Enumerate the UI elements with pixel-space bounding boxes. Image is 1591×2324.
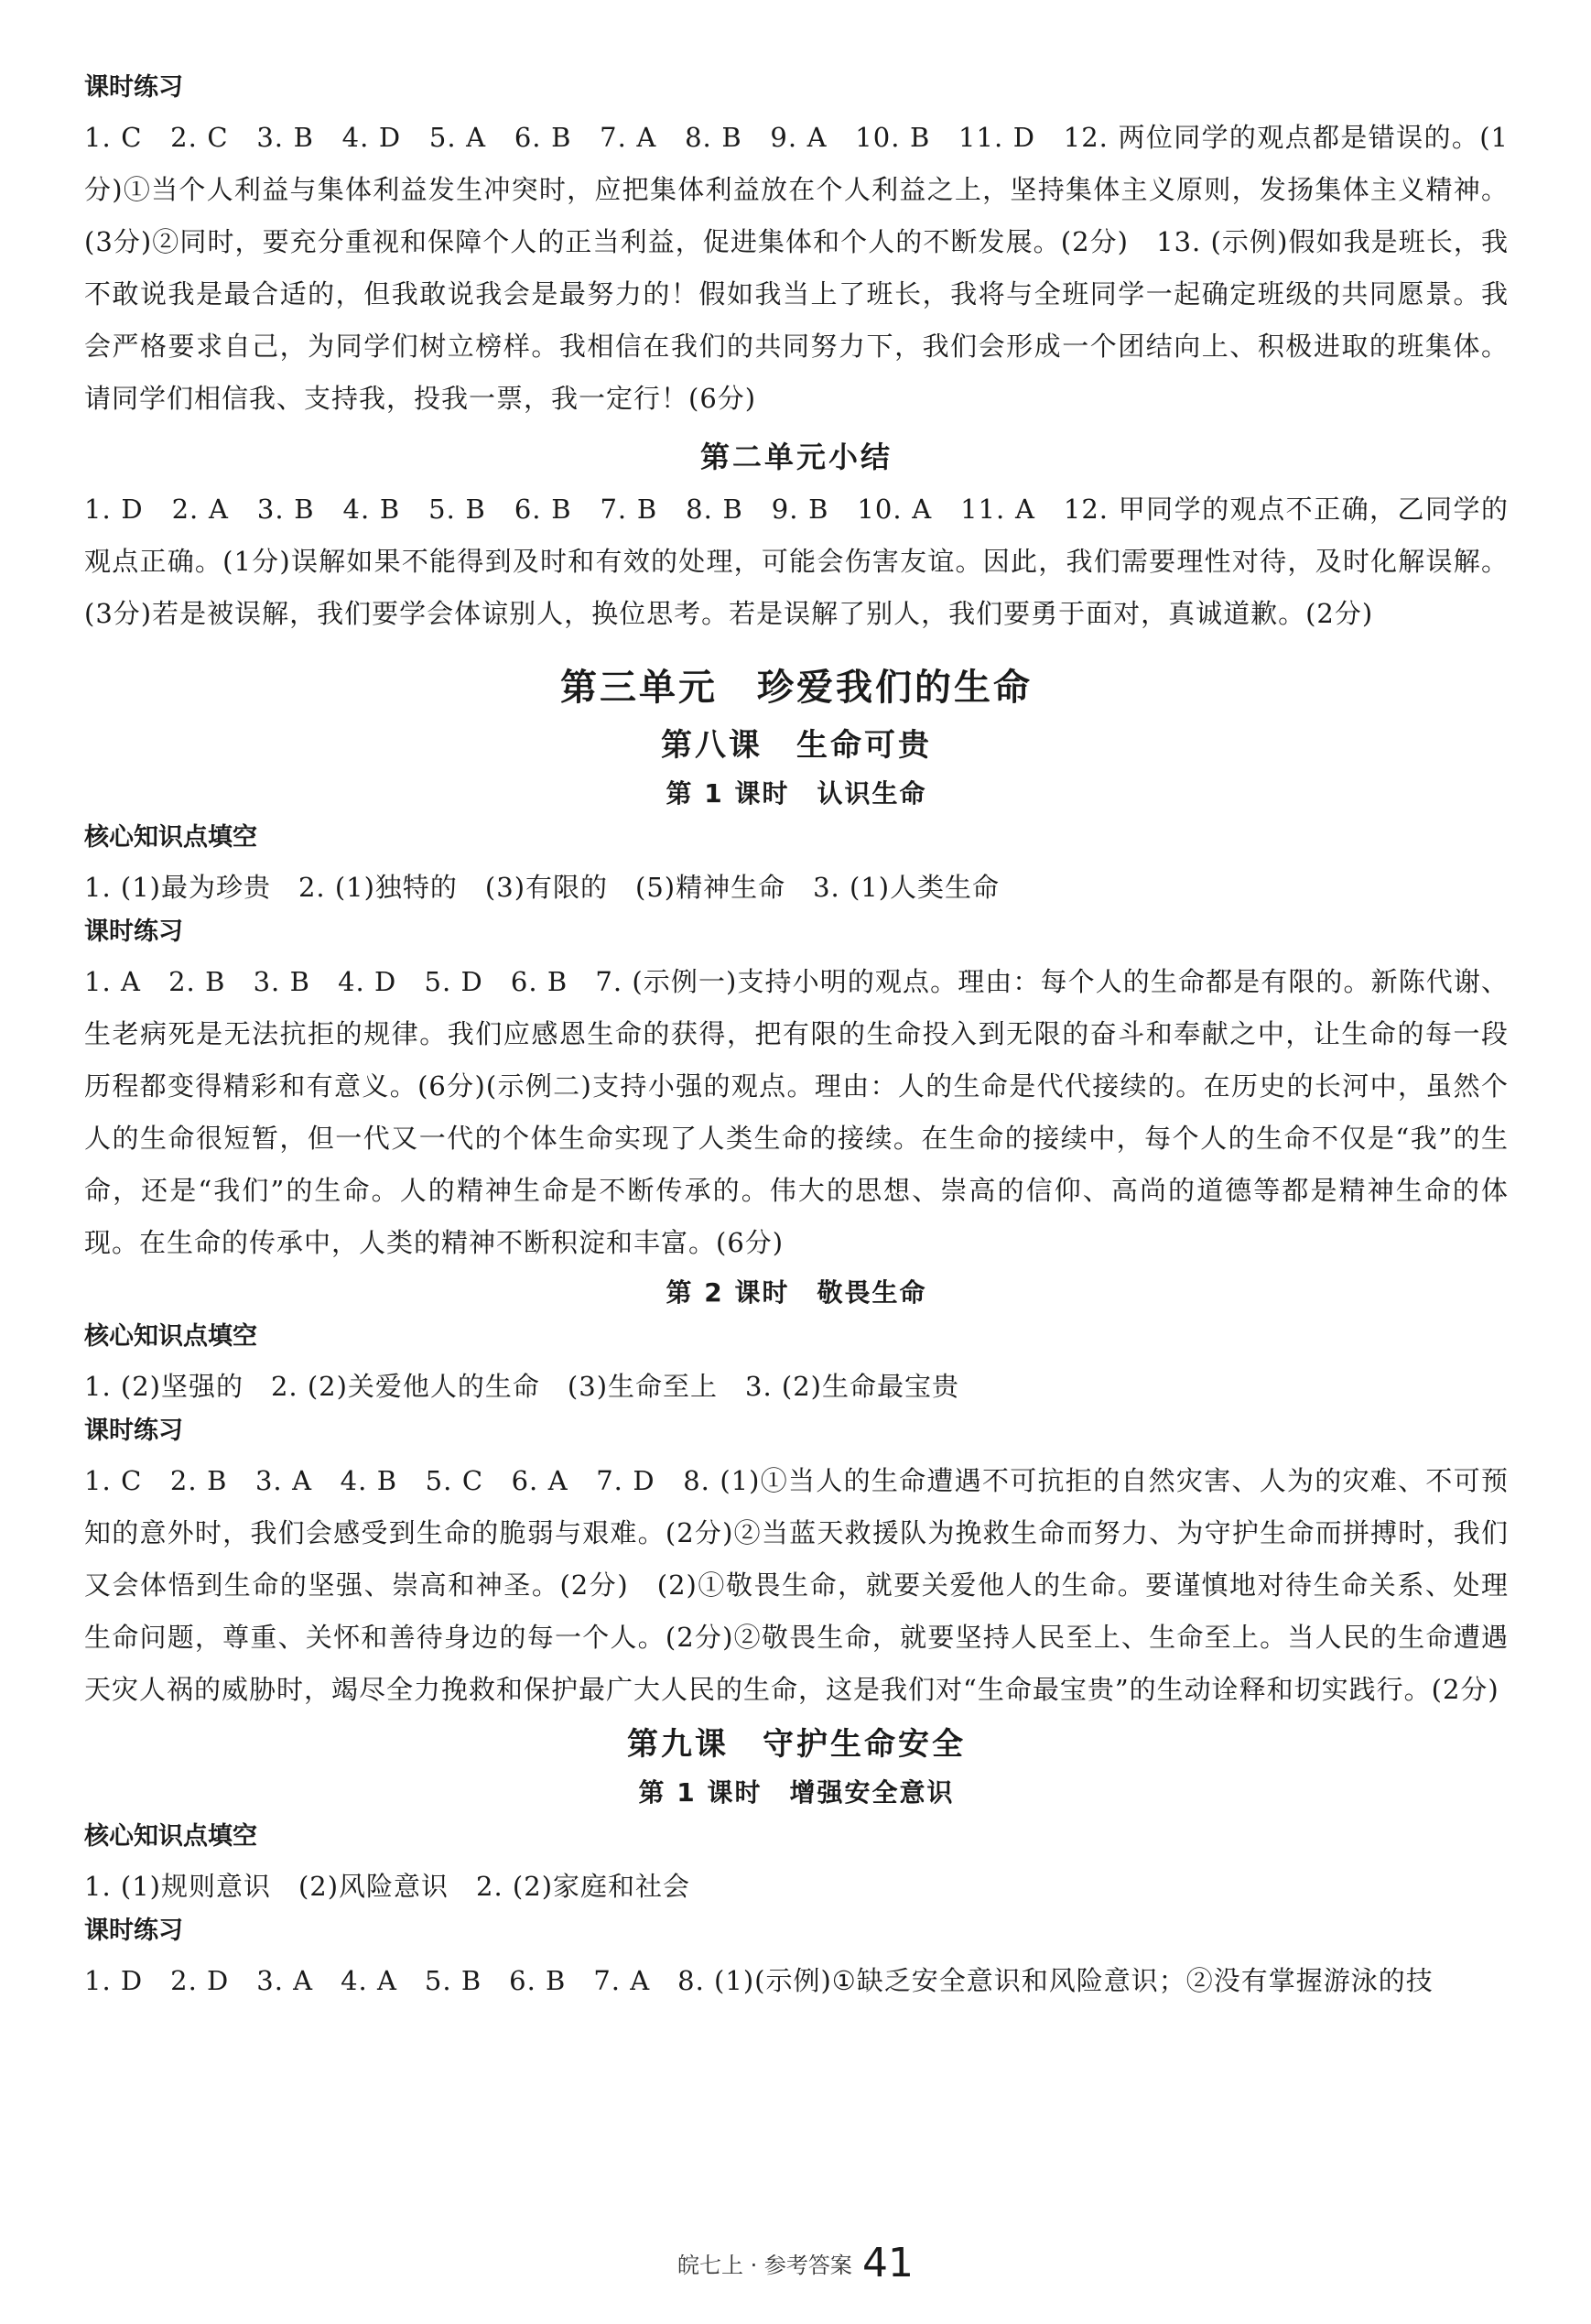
section-label: 核心知识点填空 [84,1822,257,1851]
answer-paragraph: 1. D 2. D 3. A 4. A 5. B 6. B 7. A 8. (1)(示例)①缺乏安全意识和风险意识；②没有掌握游泳的技 [84,1965,1434,1996]
section-label: 核心知识点填空 [84,823,257,852]
answer-paragraph: 1. A 2. B 3. B 4. D 5. D 6. B 7. (示例一)支持小明的观点。理由：每个人的生命都是有限的。新陈代谢、生老病死是无法抗拒的规律。我们应感恩生命的获得，把有限的生命投入到无限的奋斗和奉献之中，让生命的每一段历程都变得精彩和有意义。(6分)(示例二)支持小强的观点。理由：人的生命是代代接续的。在历史的长河中，虽然个人的生命很短暂，但一代又一代的个体生命实现了人类生命的接续。在生命的接续中，每个人的生命不仅是“我”的生命，还是“我们”的生命。人的精神生命是不断传承的。伟大的思想、崇高的信仰、高尚的道德等都是精神生命的体现。在生命的传承中，人类的精神不断积淀和丰富。(6分) [84,966,1509,1258]
section-label: 课时练习 [84,73,183,102]
section-label: 课时练习 [84,918,183,946]
answer-paragraph: 1. (2)坚强的 2. (2)关爱他人的生命 (3)生命至上 3. (2)生命最宝贵 [84,1371,959,1402]
answer-page [84,70,1509,2007]
section-label: 课时练习 [84,1417,183,1445]
period-title: 第 2 课时 敬畏生命 [666,1277,927,1308]
answer-paragraph: 1. C 2. B 3. A 4. B 5. C 6. A 7. D 8. (1)①当人的生命遭遇不可抗拒的自然灾害、人为的灾难、不可预知的意外时，我们会感受到生命的脆弱与艰难。(2分)②当蓝天救援队为挽救生命而努力、为守护生命而拼搏时，我们又会体悟到生命的坚强、崇高和神圣。(2分) (2)①敬畏生命，就要关爱他人的生命。要谨慎地对待生命关系、处理生命问题，尊重、关怀和善待身边的每一个人。(2分)②敬畏生命，就要坚持人民至上、生命至上。当人民的生命遭遇天灾人祸的威胁时，竭尽全力挽救和保护最广大人民的生命，这是我们对“生命最宝贵”的生动诠释和切实践行。(2分) [84,1465,1509,1705]
answer-paragraph: 1. (1)最为珍贵 2. (1)独特的 (3)有限的 (5)精神生命 3. (1)人类生命 [84,872,1001,903]
period-title: 第 1 课时 增强安全意识 [638,1777,955,1808]
unit-summary-title: 第二单元小结 [699,440,893,474]
page-footer [0,2240,1591,2286]
lesson-title: 第八课 生命可贵 [661,727,932,764]
section-label: 课时练习 [84,1917,183,1945]
page-number: 41 [861,2240,914,2286]
section-label: 核心知识点填空 [84,1322,257,1351]
answer-paragraph: 1. C 2. C 3. B 4. D 5. A 6. B 7. A 8. B 9. A 10. B 11. D 12. 两位同学的观点都是错误的。(1分)①当个人利益与集体利益发生冲突时，应把集体利益放在个人利益之上，坚持集体主义原则，发扬集体主义精神。(3分)②同时，要充分重视和保障个人的正当利益，促进集体和个人的不断发展。(2分) 13. (示例)假如我是班长，我不敢说我是最合适的，但我敢说我会是最努力的！假如我当上了班长，我将与全班同学一起确定班级的共同愿景。我会严格要求自己，为同学们树立榜样。我相信在我们的共同努力下，我们会形成一个团结向上、积极进取的班集体。请同学们相信我、支持我，投我一票，我一定行！(6分) [84,122,1509,414]
lesson-title: 第九课 守护生命安全 [627,1726,966,1763]
footer-text: 皖七上 · 参考答案 [677,2253,852,2278]
answer-paragraph: 1. (1)规则意识 (2)风险意识 2. (2)家庭和社会 [84,1871,691,1902]
unit-title: 第三单元 珍爱我们的生命 [560,667,1033,709]
period-title: 第 1 课时 认识生命 [666,778,927,809]
answer-paragraph: 1. D 2. A 3. B 4. B 5. B 6. B 7. B 8. B 9. B 10. A 11. A 12. 甲同学的观点不正确，乙同学的观点正确。(1分)误解如果不能得到及时和有效的处理，可能会伤害友谊。因此，我们需要理性对待，及时化解误解。(3分)若是被误解，我们要学会体谅别人，换位思考。若是误解了别人，我们要勇于面对，真诚道歉。(2分) [84,494,1509,629]
